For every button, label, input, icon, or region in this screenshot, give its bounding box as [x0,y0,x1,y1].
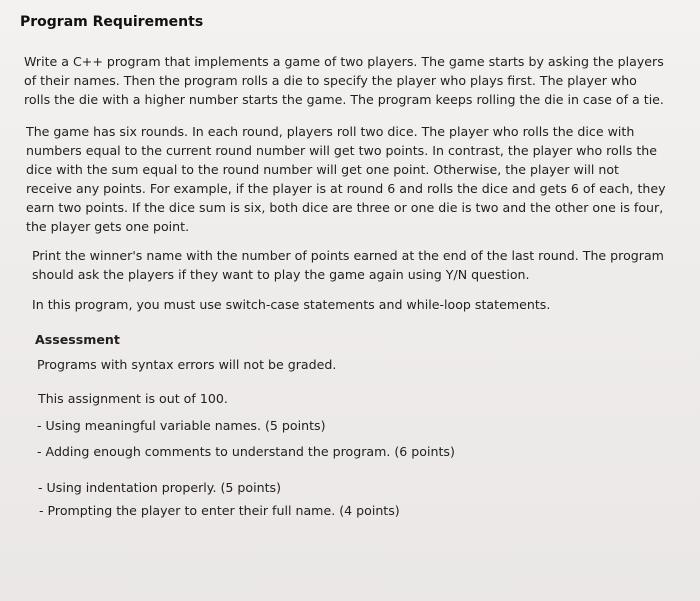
assessment-line: This assignment is out of 100. [38,391,228,406]
paragraph-constructs: In this program, you must use switch-case statements and while-loop statements. [32,297,551,312]
paragraph-intro: Write a C++ program that implements a game of two players. The game starts by asking the players of their names. Then the program rolls a die to specify the player who plays first. The player who rolls the die with a higher number starts the game. The program keeps rolling the die in case of a tie. [24,54,664,107]
assessment-line: - Adding enough comments to understand the program. (6 points) [37,444,455,459]
paragraph-winner: Print the winner's name with the number of points earned at the end of the last round. The program should ask the players if they want to play the game again using Y/N question. [32,248,664,282]
paragraph-rounds: The game has six rounds. In each round, players roll two dice. The player who rolls the dice with numbers equal to the current round number will get two points. In contrast, the player who rolls the dice with the sum equal to the round number will get one point. Otherwise, the player will not receive any points. For example, if the player is at round 6 and rolls the dice and gets 6 of each, they earn two points. If the dice sum is six, both dice are three or one die is two and the other one is four, the player gets one point. [26,124,666,234]
assessment-line: - Using indentation properly. (5 points) [38,480,281,495]
assessment-line: - Prompting the player to enter their full name. (4 points) [39,503,400,518]
assessment-line: Programs with syntax errors will not be graded. [37,357,337,372]
assessment-line: - Using meaningful variable names. (5 points) [37,418,326,433]
assessment-title: Assessment [35,332,120,347]
document-title: Program Requirements [20,14,204,30]
